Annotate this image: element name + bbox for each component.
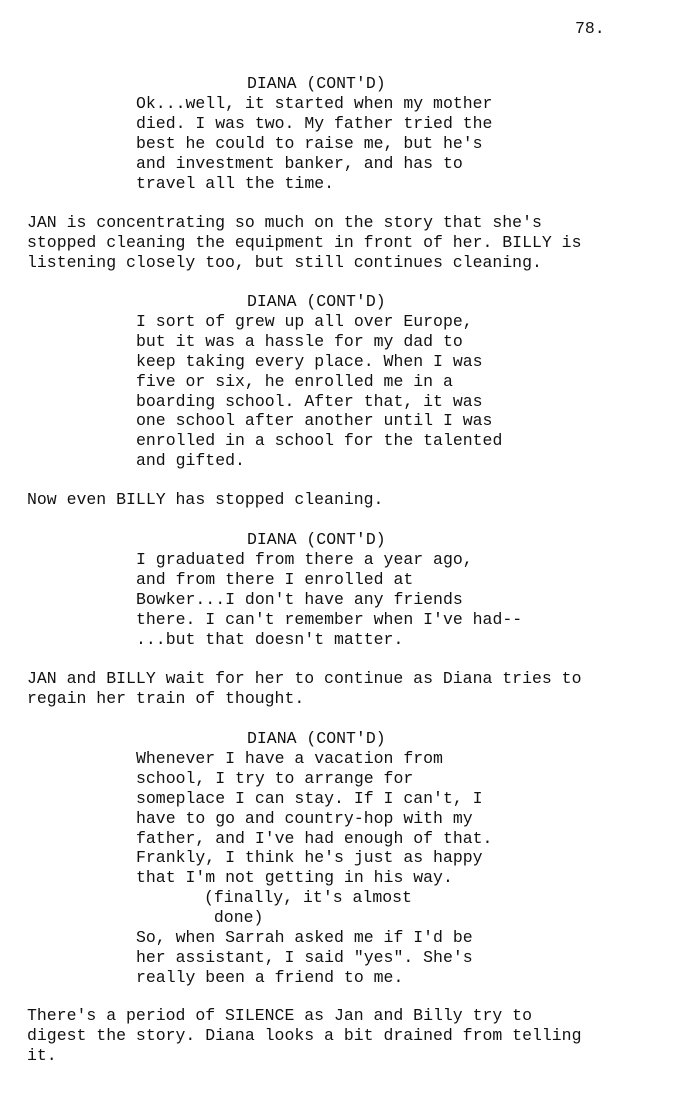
- text-line: Frankly, I think he's just as happy: [136, 848, 483, 868]
- character-cue: [247, 292, 386, 312]
- text-line: ...but that doesn't matter.: [136, 629, 404, 649]
- text-line: Now even BILLY has stopped cleaning.: [27, 490, 384, 509]
- text-line: five or six, he enrolled me in a: [136, 371, 453, 391]
- text-line: digest the story. Diana looks a bit drained from telling: [27, 1025, 582, 1045]
- action-block: [27, 669, 582, 709]
- text-line: DIANA (CONT'D): [247, 74, 386, 93]
- text-line: travel all the time.: [136, 173, 335, 193]
- text-line: boarding school. After that, it was: [136, 391, 483, 411]
- text-line: DIANA (CONT'D): [247, 292, 386, 311]
- text-line: it.: [27, 1045, 57, 1065]
- text-line: So, when Sarrah asked me if I'd be: [136, 928, 473, 947]
- text-line: that I'm not getting in his way.: [136, 868, 453, 888]
- text-line: done): [204, 907, 264, 927]
- text-line: Ok...well, it started when my mother: [136, 94, 493, 113]
- text-line: Bowker...I don't have any friends: [136, 589, 463, 609]
- character-cue: [247, 729, 386, 749]
- text-line: (finally, it's almost: [204, 888, 412, 907]
- text-line: there. I can't remember when I've had--: [136, 609, 523, 629]
- text-line: and gifted.: [136, 451, 245, 471]
- text-line: died. I was two. My father tried the: [136, 113, 493, 133]
- page-number: 78.: [575, 19, 605, 38]
- text-line: DIANA (CONT'D): [247, 729, 386, 748]
- text-line: and investment banker, and has to: [136, 153, 463, 173]
- text-line: listening closely too, but still continues cleaning.: [27, 252, 542, 272]
- action-block: [27, 1006, 582, 1066]
- text-line: but it was a hassle for my dad to: [136, 331, 463, 351]
- text-line: stopped cleaning the equipment in front of her. BILLY is: [27, 232, 582, 252]
- text-line: regain her train of thought.: [27, 688, 305, 708]
- text-line: enrolled in a school for the talented: [136, 431, 503, 451]
- text-line: Whenever I have a vacation from: [136, 749, 443, 768]
- dialogue-block: [136, 928, 473, 988]
- character-cue: [247, 530, 386, 550]
- text-line: father, and I've had enough of that.: [136, 828, 493, 848]
- text-line: someplace I can stay. If I can't, I: [136, 788, 483, 808]
- parenthetical: [204, 888, 412, 928]
- text-line: her assistant, I said "yes". She's: [136, 947, 473, 967]
- text-line: keep taking every place. When I was: [136, 351, 483, 371]
- text-line: really been a friend to me.: [136, 967, 404, 987]
- text-line: I sort of grew up all over Europe,: [136, 312, 473, 331]
- text-line: one school after another until I was: [136, 411, 493, 431]
- text-line: DIANA (CONT'D): [247, 530, 386, 549]
- text-line: JAN is concentrating so much on the story that she's: [27, 213, 542, 232]
- text-line: have to go and country-hop with my: [136, 808, 473, 828]
- text-line: school, I try to arrange for: [136, 768, 414, 788]
- dialogue-block: [136, 312, 502, 471]
- text-line: I graduated from there a year ago,: [136, 550, 473, 569]
- character-cue: [247, 74, 386, 94]
- action-block: [27, 213, 582, 273]
- text-line: There's a period of SILENCE as Jan and Billy try to: [27, 1006, 532, 1025]
- dialogue-block: [136, 749, 492, 888]
- dialogue-block: [136, 94, 492, 193]
- text-line: and from there I enrolled at: [136, 569, 414, 589]
- text-line: JAN and BILLY wait for her to continue as Diana tries to: [27, 669, 582, 688]
- action-block: [27, 490, 383, 510]
- dialogue-block: [136, 550, 522, 649]
- text-line: best he could to raise me, but he's: [136, 133, 483, 153]
